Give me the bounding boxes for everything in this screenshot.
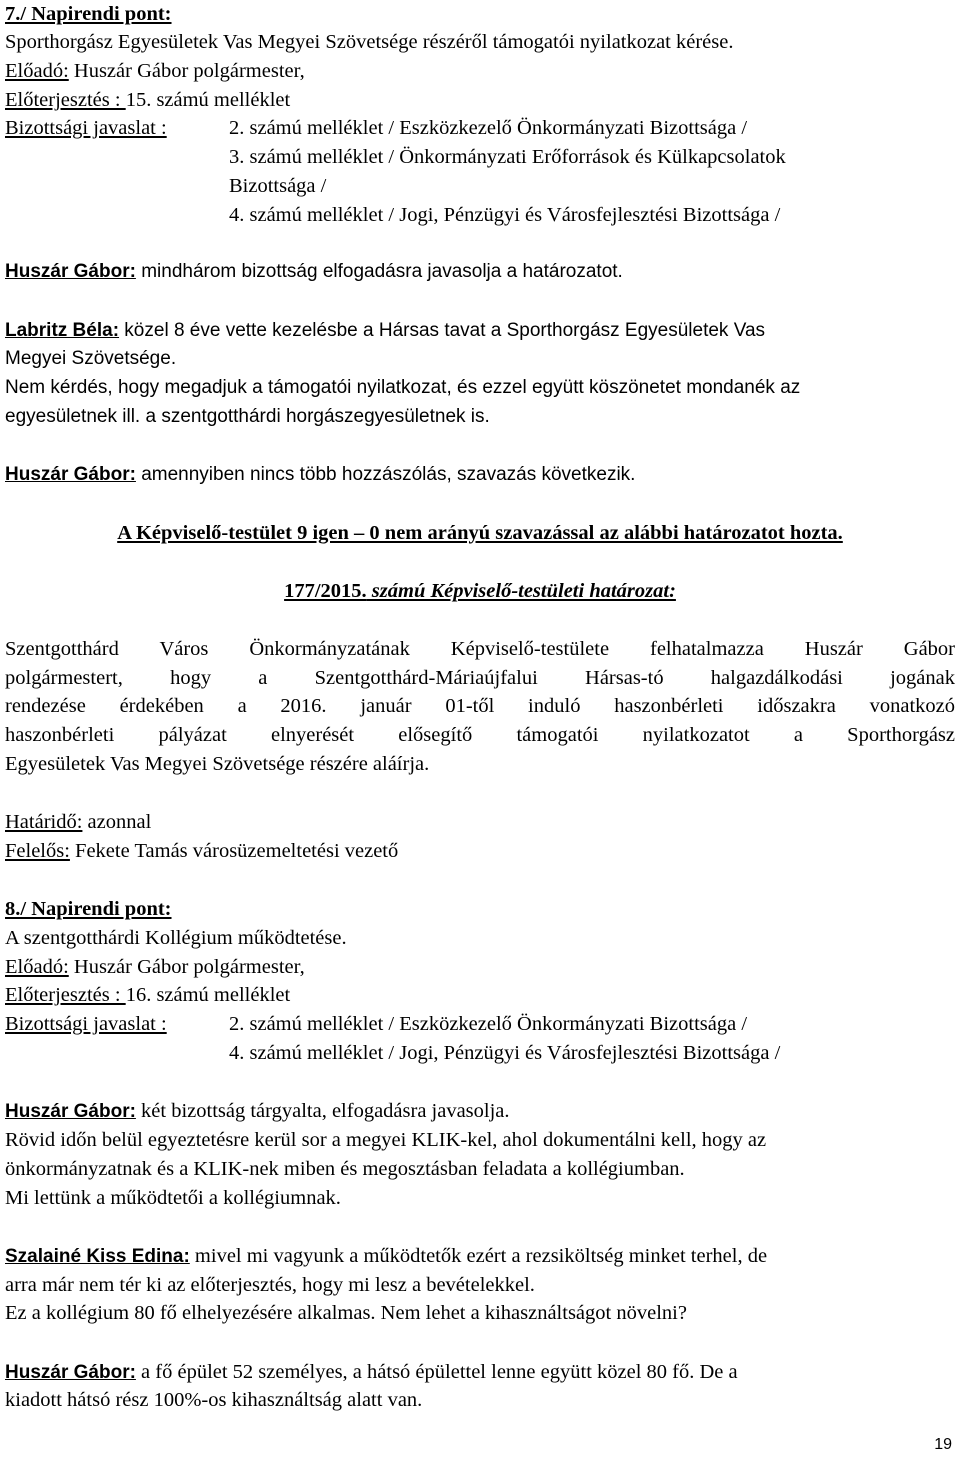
responsible-label: Felelős: xyxy=(5,840,70,862)
speaker-name: Huszár Gábor: xyxy=(5,1362,136,1383)
item7-committee-line-3: Bizottsága / xyxy=(229,175,327,197)
resolution-text-line: rendezése érdekében a 2016. január 01-től induló haszonbérleti időszakra vonatkozó xyxy=(5,695,955,717)
speaker-name: Huszár Gábor: xyxy=(5,261,136,282)
resolution-text-line: haszonbérleti pályázat elnyerését elősegítő támogatói nyilatkozatot a Sporthorgász xyxy=(5,724,955,746)
speaker-text: Rövid időn belül egyeztetésre kerül sor a megyei KLIK-kel, ahol dokumentálni kell, hogy az xyxy=(5,1129,767,1151)
submission-value: 16. számú melléklet xyxy=(125,984,291,1006)
speaker-line xyxy=(5,460,635,489)
item7-committee-line-1: 2. számú melléklet / Eszközkezelő Önkormányzati Bizottsága / xyxy=(229,117,748,139)
resolution-number: 177/2015. xyxy=(284,580,367,602)
resolution-text-line: Szentgotthárd Város Önkormányzatának Képviselő-testülete felhatalmazza Huszár Gábor xyxy=(5,638,955,660)
speaker-line xyxy=(5,1242,767,1271)
speaker-text: a fő épület 52 személyes, a hátsó épülettel lenne együtt közel 80 fő. De a xyxy=(135,1361,738,1383)
speaker-text: két bizottság tárgyalta, elfogadásra javasolja. xyxy=(135,1100,510,1122)
speaker-name: Huszár Gábor: xyxy=(5,1101,136,1122)
item8-subject: A szentgotthárdi Kollégium működtetése. xyxy=(5,927,347,949)
speaker-name: Labritz Béla: xyxy=(5,320,120,341)
item7-committee-line-4: 4. számú melléklet / Jogi, Pénzügyi és Városfejlesztési Bizottsága / xyxy=(229,204,781,226)
resolution-text-line: Egyesületek Vas Megyei Szövetsége részére aláírja. xyxy=(5,753,430,775)
speaker-line xyxy=(5,1097,510,1126)
item8-committee-line-1: 2. számú melléklet / Eszközkezelő Önkormányzati Bizottsága / xyxy=(229,1013,748,1035)
vote-result: A Képviselő-testület 9 igen – 0 nem arányú szavazással az alábbi határozatot hozta. xyxy=(117,522,843,544)
item8-submission xyxy=(5,981,290,1010)
presenter-label: Előadó: xyxy=(5,60,69,82)
item7-heading: 7./ Napirendi pont: xyxy=(5,3,172,25)
submission-label: Előterjesztés : xyxy=(5,89,126,111)
item7-submission xyxy=(5,86,290,115)
deadline-value: azonnal xyxy=(82,811,152,833)
item8-presenter xyxy=(5,953,305,982)
speaker-text: Mi lettünk a működtetői a kollégiumnak. xyxy=(5,1187,341,1209)
item8-heading: 8./ Napirendi pont: xyxy=(5,898,172,920)
speaker-text: mindhárom bizottság elfogadásra javasolja a határozatot. xyxy=(135,261,623,282)
speaker-line xyxy=(5,1358,738,1387)
item7-committee-label: Bizottsági javaslat : xyxy=(5,117,167,139)
page-number: 19 xyxy=(934,1436,952,1453)
resolution-text-line: polgármestert, hogy a Szentgotthárd-Máriaújfalui Hársas-tó halgazdálkodási jogának xyxy=(5,667,955,689)
item7-committee-line-2: 3. számú melléklet / Önkormányzati Erőforrások és Külkapcsolatok xyxy=(229,146,786,168)
responsible-value: Fekete Tamás városüzemeltetési vezető xyxy=(69,840,399,862)
speaker-text: Ez a kollégium 80 fő elhelyezésére alkalmas. Nem lehet a kihasználtságot növelni? xyxy=(5,1302,687,1324)
speaker-text: mivel mi vagyunk a működtetők ezért a rezsiköltség minket terhel, de xyxy=(189,1245,768,1267)
item8-committee-label: Bizottsági javaslat : xyxy=(5,1013,167,1035)
speaker-name: Huszár Gábor: xyxy=(5,464,136,485)
speaker-text: Megyei Szövetsége. xyxy=(5,348,177,369)
speaker-text: önkormányzatnak és a KLIK-nek miben és megosztásban feladata a kollégiumban. xyxy=(5,1158,685,1180)
submission-label: Előterjesztés : xyxy=(5,984,126,1006)
speaker-text: egyesületnek ill. a szentgotthárdi horgászegyesületnek is. xyxy=(5,406,490,427)
deadline xyxy=(5,808,151,837)
item8-committee-line-2: 4. számú melléklet / Jogi, Pénzügyi és Városfejlesztési Bizottsága / xyxy=(229,1042,781,1064)
item7-presenter xyxy=(5,57,305,86)
presenter-name: Huszár Gábor polgármester, xyxy=(68,60,305,82)
resolution-heading: számú Képviselő-testületi határozat: xyxy=(366,580,676,602)
speaker-text: közel 8 éve vette kezelésbe a Hársas tavat a Sporthorgász Egyesületek Vas xyxy=(119,320,766,341)
speaker-line xyxy=(5,257,623,286)
speaker-text: kiadott hátsó rész 100%-os kihasználtság alatt van. xyxy=(5,1389,423,1411)
presenter-name: Huszár Gábor polgármester, xyxy=(68,956,305,978)
responsible xyxy=(5,837,398,866)
deadline-label: Határidő: xyxy=(5,811,83,833)
item7-subject: Sporthorgász Egyesületek Vas Megyei Szövetsége részéről támogatói nyilatkozat kérése. xyxy=(5,31,734,53)
submission-value: 15. számú melléklet xyxy=(125,89,291,111)
speaker-line xyxy=(5,316,765,345)
speaker-text: Nem kérdés, hogy megadjuk a támogatói nyilatkozat, és ezzel együtt köszönetet mondanék az xyxy=(5,377,801,398)
speaker-text: amennyiben nincs több hozzászólás, szavazás következik. xyxy=(135,464,636,485)
resolution-title xyxy=(0,577,960,606)
speaker-name: Szalainé Kiss Edina: xyxy=(5,1246,190,1267)
speaker-text: arra már nem tér ki az előterjesztés, hogy mi lesz a bevételekkel. xyxy=(5,1274,535,1296)
presenter-label: Előadó: xyxy=(5,956,69,978)
